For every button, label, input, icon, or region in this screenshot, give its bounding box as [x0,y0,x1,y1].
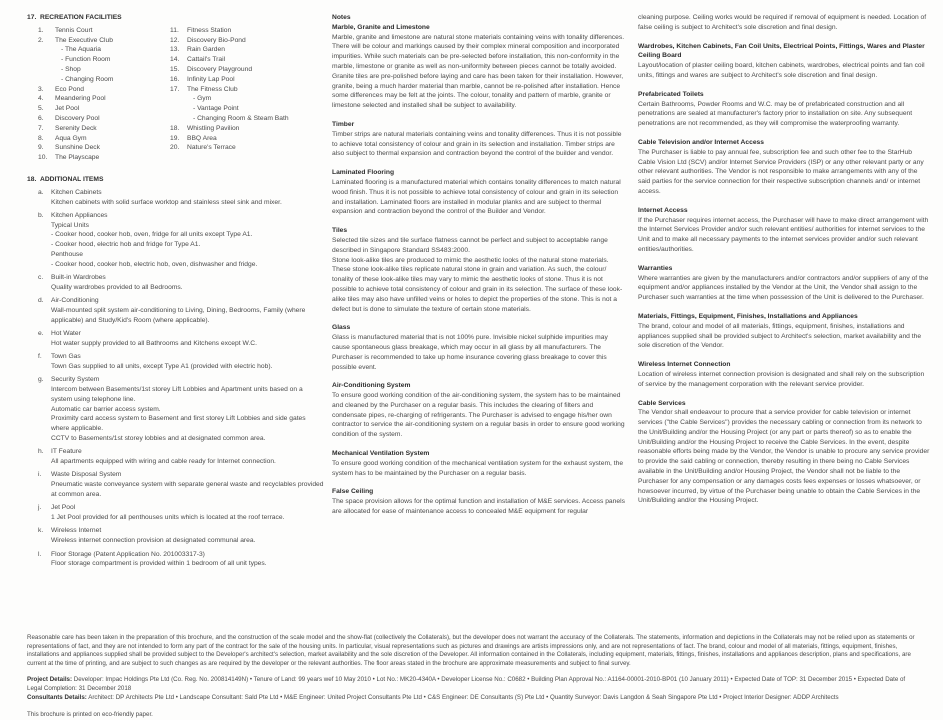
additional-item-title: Wireless Internet [51,527,102,535]
additional-item-title: Air-Conditioning [51,297,99,305]
section-title: ADDITIONAL ITEMS [40,175,104,183]
recreation-item [170,124,325,134]
recreation-item-label: Eco Pond [55,85,84,93]
note-section [638,13,930,33]
recreation-item-number: 6. [38,114,44,122]
note-section-body: Stone look-alike tiles are produced to mimic the aesthetic looks of the natural stone materials. These stone look-alike tiles replicate natural stone in grain and variation. As such, the colour/ tonality of these look-alike tiles may vary to mimic the aesthetic looks of stone. Thus it is not possible to achieve total consistency of colour and grain in its selection. The surface of these look-alike tiles may also have unfilled veins or holes to depict the properties of the stone. This is not a defect but is done to simulate the texture of certain stone materials. [332,256,623,313]
recreation-item-number: 17. [170,85,180,93]
additional-item-letter: l. [38,550,42,558]
recreation-item-label: Discovery Bio-Pond [187,36,246,44]
recreation-item-number: 8. [38,134,44,142]
recreation-item-number: 7. [38,124,44,132]
recreation-sub-item: - Gym [193,95,212,103]
consultants-details-text: Architect: DP Architects Pte Ltd • Landscape Consultant: Sald Pte Ltd • M&E Engineer: United Project Consultants Pte Ltd • C&S Engineer: DE Consultants (S) Pte Ltd • Quantity Surveyor: Davis Langdon & Seah Singapore Pte Ltd • Project Interior Designer: ADDP Architects [86,693,839,701]
recreation-item-number: 3. [38,85,44,93]
recreation-item-label: Tennis Court [55,26,93,34]
additional-item-letter: c. [38,274,44,282]
additional-item-title: IT Feature [51,448,82,456]
additional-item-line: - Cooker hood, electric hob and fridge for Type A1. [51,241,201,249]
recreation-item-label: Serenity Deck [55,124,97,132]
note-section-body: Laminated flooring is a manufactured material which contains tonality differences to match natural wood finish. Thus it is not possible to achieve total consistency of colour and grain in its selection and installation. Laminated floors are installed in modular planks and are subject to thermal expansion and contraction beyond the control of the Builder and Vendor. [332,178,621,216]
notes-sections-1 [332,23,625,517]
additional-item-content [51,550,325,570]
recreation-item-label: The Fitness Club [187,85,238,93]
recreation-item-number: 11. [170,26,179,34]
note-section-heading: Cable Services [638,399,686,407]
additional-item-title: Security System [51,376,100,384]
additional-item [27,296,325,325]
recreation-item-label: Nature's Terrace [187,144,236,152]
recreation-item [170,134,325,144]
recreation-item-label: Discovery Pool [55,114,100,122]
note-section-heading: Warranties [638,264,673,272]
recreation-item-label: The Playscape [55,154,100,162]
recreation-sub-item: - Function Room [61,56,111,64]
recreation-item [38,124,170,134]
additional-item-line: Pneumatic waste conveyance system with separate general waste and recyclables provided at common area. [51,481,324,499]
additional-item-line: Floor storage compartment is provided within 1 bedroom of all unit types. [51,560,267,568]
project-details-line [27,676,919,693]
recreation-item [38,134,170,144]
recreation-item [38,26,170,36]
recreation-sub-item: - The Aquaria [61,46,102,54]
recreation-item-label: BBQ Area [187,134,217,142]
recreation-item-number: 14. [170,56,180,64]
additional-item-content [51,329,325,349]
recreation-item-number: 16. [170,75,180,83]
footer [27,634,919,720]
note-section [332,23,625,111]
recreation-item-number: 18. [170,124,180,132]
recreation-item-number: 5. [38,105,44,113]
recreation-item [170,85,325,95]
additional-item-letter: b. [38,211,44,219]
additional-item [27,273,325,293]
note-section [332,487,625,516]
note-section-heading: Laminated Flooring [332,169,395,177]
recreation-item [38,143,170,153]
note-section-body: The Vendor shall endeavour to procure that a service provider for cable television or internet services ("the Cable Services") provides the necessary cabling or connection from its network to the Unit/Building and/or the Housing Project (or any part or parts thereof) so as to enable the Unit/Building and/or the Housing Project to receive the Cable Services. In the event, despite reasonable efforts being made by the Vendor, the Vendor is unable to procure any service provider to provide the said cabling or connection, thereby resulting in there being no Cable Services available in the Unit/Building and/or Housing Project, the Vendor shall not be liable to the Purchaser for any compensation or any damages costs fees expenses or losses whatsoever, or howsoever incurred, by virtue of the Purchaser being unable to obtain the Cable Services in the Unit/Building and/or the Housing Project. [638,409,930,505]
additional-item-content [51,188,325,208]
note-section [332,226,625,314]
recreation-sub-item: - Changing Room & Steam Bath [193,114,289,122]
left-column [27,13,325,573]
additional-item-line: Kitchen cabinets with solid surface worktop and stainless steel sink and mixer. [51,198,282,206]
recreation-item [38,114,170,124]
additional-item-letter: k. [38,527,44,535]
section-number: 18. [27,175,37,183]
note-section-body: Location of wireless internet connection provision is designated and shall rely on the subscription of service by the management corporation with the relevant service provider. [638,370,925,388]
note-section-heading: Cable Television and/or Internet Access [638,138,764,146]
note-section-body: Glass is manufactured material that is not 100% pure. Invisible nickel sulphide impurities may cause spontaneous glass breakage, which may occur in all glass by all manufacturers. The Purchaser is recommended to take up home insurance covering glass breakage to cover this possible event. [332,334,608,371]
recreation-item-label: Jet Pool [55,105,80,113]
note-section-heading: Tiles [332,227,348,235]
recreation-item-label: Fitness Station [187,26,232,34]
additional-item-content [51,526,325,546]
recreation-item [170,55,325,65]
additional-item [27,211,325,270]
additional-items-heading [27,175,325,185]
note-section [332,381,625,440]
additional-item-letter: e. [38,330,44,338]
note-section-heading: Internet Access [638,206,688,214]
additional-item-line: Proximity card access system to Basement and first storey Lift Lobbies and side gates where applicable. [51,415,306,433]
note-section-body: The brand, colour and model of all materials, fittings, equipment, finishes, installations and appliances supplied shall be provided subject to Architect's selection, market availability and the sole discretion of the Vendor. [638,322,922,350]
additional-item-letter: a. [38,188,44,196]
recreation-item-number: 4. [38,95,44,103]
recreation-item-number: 19. [170,134,180,142]
recreation-sub-item: - Vantage Point [193,105,239,113]
recreation-item-label: Discovery Playground [187,65,253,73]
recreation-item-number: 13. [170,46,180,54]
additional-item-content [51,352,325,372]
note-section-heading: False Ceiling [332,488,374,496]
note-section-heading: Air-Conditioning System [332,382,411,390]
recreation-item [38,85,170,95]
additional-item-line: Wall-mounted split system air-conditioning to Living, Dining, Bedrooms, Family (where applicable) and Study/Kid's Room (where applicable). [51,307,306,324]
project-details-label: Project Details: [27,676,73,684]
additional-item-line: Typical Units [51,221,89,229]
recreation-sub-item: - Shop [61,65,81,73]
note-section [638,206,930,255]
recreation-item-label: Sunshine Deck [55,144,100,152]
recreation-item-label: Meandering Pool [55,95,106,103]
additional-item [27,329,325,349]
additional-item-content [51,273,325,293]
note-section-heading: Mechanical Ventilation System [332,450,430,458]
note-section-body: Layout/location of plaster ceiling board, kitchen cabinets, wardrobes, electrical points and fan coil units, fittings and wares are subject to Architect's sole discretion and final design. [638,62,925,79]
additional-item-content [51,296,325,325]
additional-item-title: Floor Storage (Patent Application No. 201003317-3) [51,550,205,558]
note-section [332,168,625,217]
additional-item [27,550,325,570]
note-section-heading: Glass [332,324,351,332]
recreation-item [170,65,325,75]
note-section-body: To ensure good working condition of the mechanical ventilation system for the exhaust system, the system has to be maintained by the Purchaser on a regular basis. [332,459,624,477]
note-section-heading: Timber [332,120,355,128]
note-section [638,399,930,507]
additional-item-content [51,503,325,523]
consultants-details-line [27,694,919,703]
additional-item-title: Kitchen Cabinets [51,188,102,196]
additional-item-content [51,211,325,270]
additional-item [27,470,325,499]
recreation-facilities-list [27,26,325,163]
additional-item-title: Kitchen Appliances [51,211,108,219]
additional-item [27,352,325,372]
project-details-text: Developer: Impac Holdings Pte Ltd (Co. Reg. No. 200814149N) • Tenure of Land: 99 years wef 10 May 2010 • Lot No.: MK20-4340A • Developer License No.: C0682 • Building Plan Approval No.: A1164-00001-2010-BP01 (10 January 2011) • Expected Date of TOP: 31 December 2015 • Expected Date of Legal Completion: 31 December 2018 [27,676,906,692]
additional-item [27,375,325,444]
note-section-body: cleaning purpose. Ceiling works would be required if removal of equipment is needed. Location of false ceiling is subject to Architect's sole discretion and final design. [638,14,927,31]
additional-item-line: Automatic car barrier access system. [51,405,161,413]
additional-item-line: All apartments equipped with wiring and cable ready for Internet connection. [51,458,276,466]
additional-item-title: Hot Water [51,330,81,338]
additional-item-content [51,447,325,467]
additional-item-line: CCTV to Basements/1st storey lobbies and at designated common area. [51,435,266,443]
note-section [638,138,930,197]
note-section [638,360,930,389]
additional-item-content [51,470,325,499]
note-section-body: To ensure good working condition of the air-conditioning system, the system has to be maintained and cleaned by the Purchaser on a regular basis. This includes the clearing of filters and condensate pipes, re-charging of refrigerants. The Purchaser is advised to engage his/her own contractor to service the air-conditioning system on a regular basis in order to ensure good working condition of the system. [332,392,625,439]
additional-item-line: Wireless internet connection provision at designated communal area. [51,537,256,545]
additional-item-title: Town Gas [51,353,81,361]
recreation-item-label: The Executive Club [55,36,113,44]
note-section-heading: Prefabricated Toilets [638,90,704,98]
additional-item-title: Built-in Wardrobes [51,274,106,282]
note-section-heading: Wireless Internet Connection [638,361,731,369]
disclaimer-paragraph: Reasonable care has been taken in the preparation of this brochure, and the construction of the scale model and the show-flat (collectively the Collaterals), but the developer does not warrant the accuracy of the Collaterals. The statements, information and depictions in the Collaterals may not be relied upon as statements or representations of fact, and they are not intended to form any part of the contract for the sale of the housing units. In particular, visual representations such as pictures and drawings are artists impressions only, and are not representations of fact. The brand, colour and model of all materials, fittings, equipment, finishes, installations and appliances supplied shall be provided subject to the Developer's architect's selection, market availability and the sole discretion of the Developer. All information contained in the Collaterals, including equipment, materials, fittings, finishes, installations and appliances description, plans and specifications, are current at the time of printing, and are subject to such changes as are required by the developer or the relevant authorities. The floor areas stated in the brochure are approximate measurements and subject to final survey. [27,634,915,667]
note-section [638,264,930,303]
additional-item-letter: i. [38,471,42,479]
additional-item-line: - Cooker hood, cooker hob, electric hob, oven, dishwasher and fridge. [51,260,258,268]
notes-sections-2 [638,13,930,506]
notes-title: Notes [332,14,351,21]
recreation-item [38,153,170,163]
note-section-body: Where warranties are given by the manufacturers and/or contractors and/or suppliers of any of the equipment and/or appliances installed by the Vendor at the Unit, the Vendor shall assign to the Purchaser such warranties at the time when possession of the Unit is delivered to the Purchaser. [638,274,929,302]
note-section-heading: Materials, Fittings, Equipment, Finishes, Installations and Appliances [638,312,858,320]
note-section-body: Timber strips are natural materials containing veins and tonality differences. Thus it is not possible to achieve total consistency of colour and grain in its selection and installation. Timber strips are also subject to thermal expansion and contraction beyond the control of the builder and vendor. [332,130,622,158]
note-section-body: Certain Bathrooms, Powder Rooms and W.C. may be of prefabricated construction and all penetrations are sealed at manufacturer's factory prior to installation on site. Any subsequent penetrations are not recommended, as they will compromise the waterproofing warranty. [638,100,913,128]
additional-item-line: Penthouse [51,251,83,259]
additional-item-content [51,375,325,444]
recreation-item [170,75,325,85]
recreation-sub-item: - Changing Room [61,75,114,83]
section-title: RECREATION FACILITIES [40,14,122,21]
recreation-item-label: Cattail's Trail [187,56,226,64]
recreation-item [170,45,325,55]
recreation-list-right [170,26,325,163]
note-section [638,90,930,129]
consultants-details-label: Consultants Details: [27,693,87,701]
recreation-item [38,104,170,114]
recreation-item [170,26,325,36]
additional-item-line: - Cooker hood, cooker hob, oven, fridge for all units except Type A1. [51,231,253,239]
recreation-item [170,36,325,46]
additional-item-letter: h. [38,448,44,456]
additional-item-line: Town Gas supplied to all units, except Type A1 (provided with electric hob). [51,363,273,370]
additional-item [27,526,325,546]
additional-item-line: 1 Jet Pool provided for all penthouses units which is located at the roof terrace. [51,514,285,522]
note-section-body: The space provision allows for the optimal function and installation of M&E services. Access panels are allocated for ease of maintenance access to concealed M&E equipment for regular [332,498,625,516]
note-section [332,120,625,159]
section-number: 17. [27,14,37,21]
recreation-item-number: 1. [38,26,44,34]
notes-column-2 [638,13,930,515]
recreation-item-label: Rain Garden [187,46,225,54]
recreation-item-number: 9. [38,144,44,152]
recreation-item-number: 15. [170,65,180,73]
additional-item-letter: j. [38,504,42,512]
note-section [332,449,625,478]
recreation-item-label: Infinity Lap Pool [187,75,235,83]
additional-item [27,447,325,467]
additional-item-line: Hot water supply provided to all Bathrooms and Kitchens except W.C. [51,339,257,347]
recreation-list-left [27,26,170,163]
additional-item-line: Intercom between Basements/1st storey Lift Lobbies and Apartment units based on a system using telephone line. [51,386,303,403]
notes-column-1 [332,13,625,526]
recreation-item-number: 20. [170,144,180,152]
eco-note: This brochure is printed on eco-friendly paper. [27,711,153,719]
note-section [638,312,930,351]
recreation-facilities-heading [27,13,325,23]
additional-item-title: Waste Disposal System [51,471,122,479]
recreation-item-label: Aqua Gym [55,134,87,142]
recreation-item-number: 12. [170,36,180,44]
note-section-heading: Marble, Granite and Limestone [332,23,430,31]
note-section [638,42,930,81]
additional-item-title: Jet Pool [51,504,76,512]
additional-item [27,503,325,523]
note-section-heading: Wardrobes, Kitchen Cabinets, Fan Coil Units, Electrical Points, Fittings, Wares and Plaster Ceiling Board [638,42,925,60]
recreation-item [38,94,170,104]
additional-item [27,188,325,208]
recreation-item-label: Whistling Pavilion [187,124,240,132]
note-section-body: The Purchaser is liable to pay annual fee, subscription fee and such other fee to the StarHub Cable Vision Ltd (SCV) and/or Internet Service Providers (ISP) or any other relevant party or any other relevant authorities. The Vendor is not responsible to make arrangements with any of the said parties for the service connection for their respective subscription channels and/ or internet access. [638,148,924,195]
recreation-item-number: 10. [38,154,48,162]
additional-item-line: Quality wardrobes provided to all Bedrooms. [51,283,183,291]
recreation-item [170,143,325,153]
note-section-body: If the Purchaser requires internet access, the Purchaser will have to make direct arrangement with the Internet Services Provider and/or such relevant entities/ authorities for internet services to the Unit and to make all necessary payments to the internet services provider and/or such relevant entities/authorities. [638,216,929,253]
recreation-item [38,36,170,46]
note-section [332,323,625,372]
additional-items-list [27,188,325,569]
additional-item-letter: g. [38,376,44,384]
additional-item-letter: d. [38,297,44,305]
note-section-body: Selected tile sizes and tile surface flatness cannot be perfect and subject to acceptable range described in Singapore Standard SS483:2000. [332,236,608,254]
additional-item-letter: f. [38,353,42,361]
note-section-body: Marble, granite and limestone are natural stone materials containing veins with tonality differences. There will be colour and markings caused by their complex mineral composition and incorporated impurities. While such materials can be pre-selected before installation, this non-conformity in the marble, limestone or granite as well as non-uniformity between pieces cannot be totally avoided. Granite tiles are pre-polished before laying and care has been taken for their installation. However, granite, being a much harder material than marble, cannot be re-polished after installation. Hence some differences may be felt at the joints. The colour, tonality and pattern of marble, granite or limestone selected and installed shall be subject to availability. [332,33,625,110]
recreation-item-number: 2. [38,36,44,44]
